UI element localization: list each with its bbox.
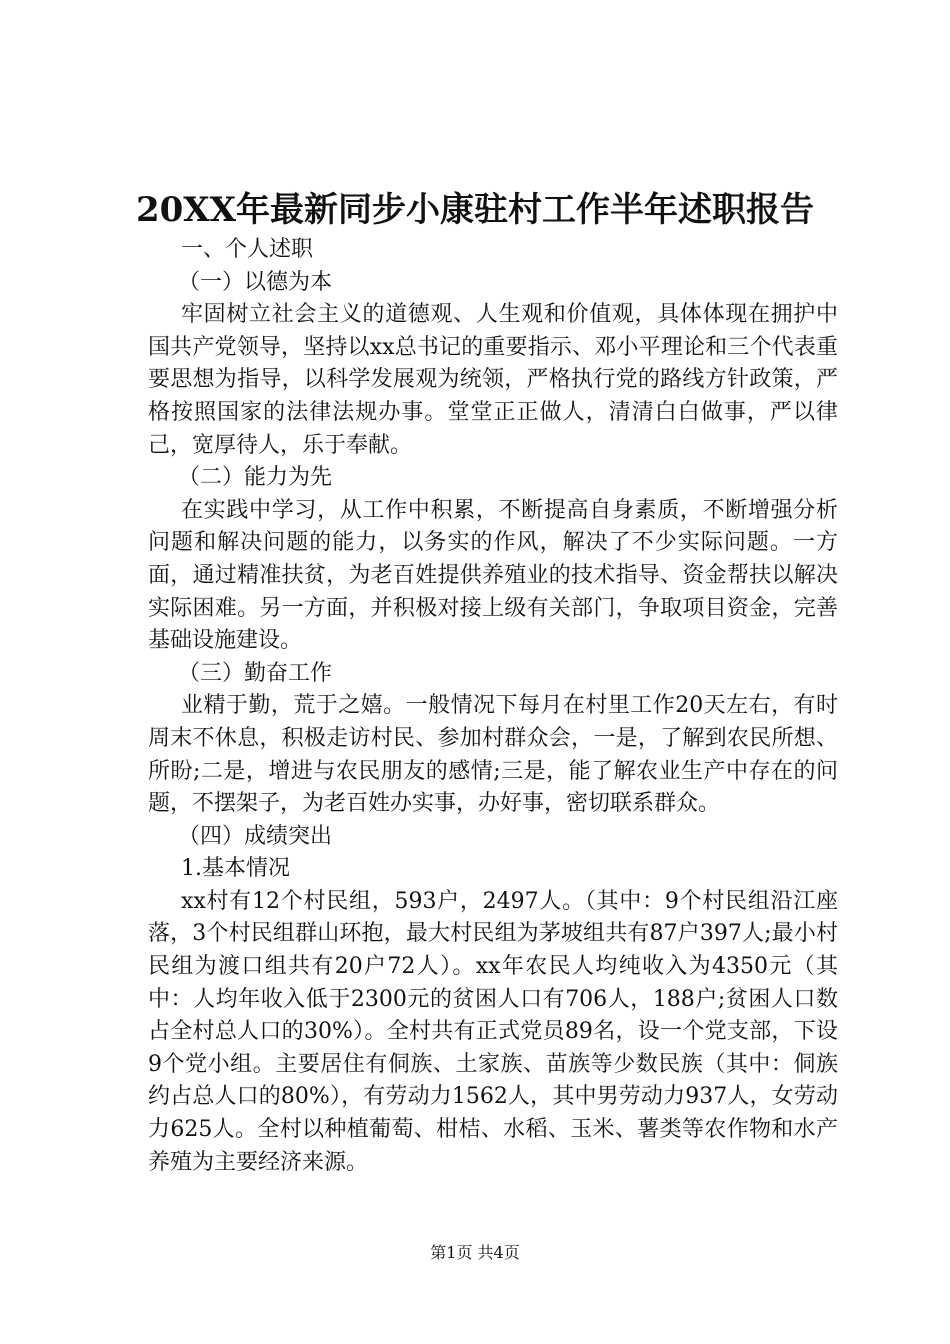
paragraph-diligence: 业精于勤，荒于之嬉。一般情况下每月在村里工作20天左右，有时周末不休息，积极走访村民、参加村群众会，一是，了解到农民所想、所盼;二是，增进与农民朋友的感情;三是，能了解农业生产中存在的问题，不摆架子，为老百姓办实事，办好事，密切联系群众。 — [148, 693, 838, 817]
item-heading-basic-info: 1.基本情况 — [181, 856, 290, 882]
paragraph-morality: 牢固树立社会主义的道德观、人生观和价值观，具体体现在拥护中国共产党领导，坚持以xx总书记的重要指示、邓小平理论和三个代表重要思想为指导，以科学发展观为统领，严格执行党的路线方针政策，严格按照国家的法律法规办事。堂堂正正做人，清清白白做事，严以律己，宽厚待人，乐于奉献。 — [148, 302, 838, 458]
document-body — [148, 234, 838, 1179]
page-footer-page-number: 第1页 共4页 — [430, 1243, 520, 1262]
paragraph-basic-info: xx村有12个村民组，593户，2497人。（其中：9个村民组沿江座落，3个村民组群山环抱，最大村民组为茅坡组共有87户397人;最小村民组为渡口组共有20户72人）。xx年农民人均纯收入为4350元（其中：人均年收入低于2300元的贫困人口有706人，188户;贫困人口数占全村总人口的30%）。全村共有正式党员89名，设一个党支部，下设9个党小组。主要居住有侗族、土家族、苗族等少数民族（其中：侗族约占总人口的80%），有劳动力1562人，其中男劳动力937人，女劳动力625人。全村以种植葡萄、柑桔、水稻、玉米、薯类等农作物和水产养殖为主要经济来源。 — [148, 888, 838, 1175]
subsection-heading-achievements: （四）成绩突出 — [178, 823, 333, 849]
subsection-heading-ability: （二）能力为先 — [178, 465, 333, 491]
subsection-heading-morality: （一）以德为本 — [178, 269, 333, 295]
paragraph-ability: 在实践中学习，从工作中积累，不断提高自身素质，不断增强分析问题和解决问题的能力，以务实的作风，解决了不少实际问题。一方面，通过精准扶贫，为老百姓提供养殖业的技术指导、资金帮扶以解决实际困难。另一方面，并积极对接上级有关部门，争取项目资金，完善基础设施建设。 — [148, 497, 838, 654]
section-heading-personal-report: 一、个人述职 — [181, 237, 314, 262]
subsection-heading-diligence: （三）勤奋工作 — [178, 660, 333, 686]
document-title: 20XX年最新同步小康驻村工作半年述职报告 — [135, 190, 815, 230]
